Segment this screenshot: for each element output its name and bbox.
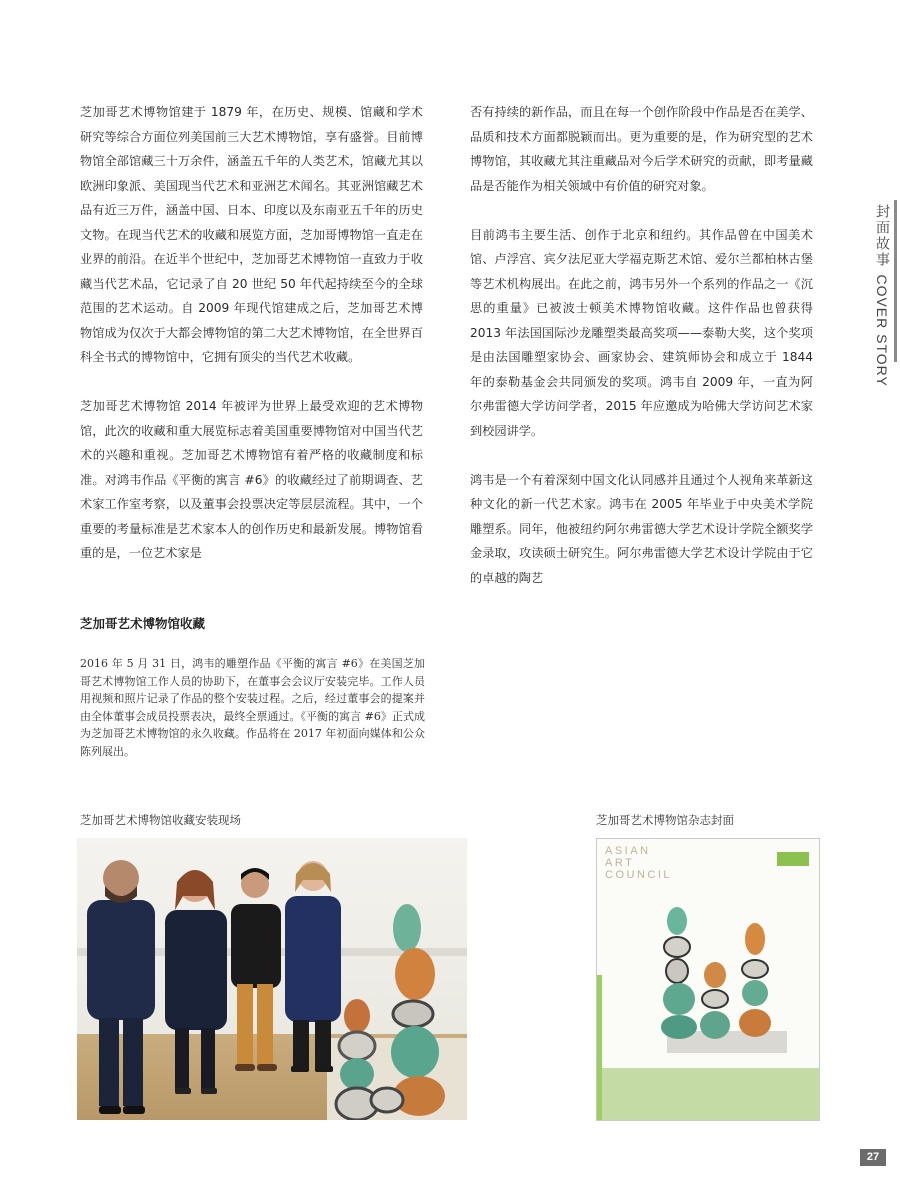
paragraph: 否有持续的新作品，而且在每一个创作阶段中作品是否在美学、品质和技术方面都脱颖而出。更为重要的是，作为研究型的艺术博物馆，其收藏尤其注重藏品对今后学术研究的贡献，即考量藏品是否能作为相关领域中有价值的研究对象。 bbox=[470, 105, 813, 193]
sculpture-stack bbox=[661, 907, 697, 1039]
sculpture-stack bbox=[739, 923, 771, 1037]
page-number: 27 bbox=[860, 1149, 886, 1166]
paragraph: 鸿韦是一个有着深刻中国文化认同感并且通过个人视角来革新这种文化的新一代艺术家。鸿韦在 2005 年毕业于中央美术学院雕塑系。同年，他被纽约阿尔弗雷德大学艺术设计学院全额奖学金录取，攻读硕士研究生。阿尔弗雷德大学艺术设计学院由于它的卓越的陶艺 bbox=[470, 472, 813, 585]
paragraph: 芝加哥艺术博物馆建于 1879 年，在历史、规模、馆藏和学术研究等综合方面位列美国前三大艺术博物馆，享有盛誉。目前博物馆全部馆藏三十万余件，涵盖五千年的人类艺术，馆藏尤其以欧洲印象派、美国现当代艺术和亚洲艺术闻名。其亚洲馆藏艺术品有近三万件，涵盖中国、日本、印度以及东南亚五千年的历史文物。在现当代艺术的收藏和展览方面，芝加哥博物馆一直走在业界的前沿。在近半个世纪中，芝加哥艺术博物馆一直致力于收藏当代艺术品，它记录了自 20 世纪 50 年代起持续至今的全球范围的艺术运动。自 2009 年现代馆建成之后，芝加哥艺术博物馆成为仅次于大都会博物馆的第二大艺术博物馆，在全世界百科全书式的博物馆中，它拥有顶尖的当代艺术收藏。 bbox=[80, 105, 423, 364]
magazine-cover bbox=[596, 838, 820, 1121]
magazine-side-bar bbox=[597, 975, 602, 1120]
section-heading: 芝加哥艺术博物馆收藏 bbox=[80, 616, 206, 631]
section-tab bbox=[872, 204, 892, 387]
article-left-column bbox=[80, 100, 423, 590]
section-body: 2016 年 5 月 31 日，鸿韦的雕塑作品《平衡的寓言 #6》在美国芝加哥艺术博物馆工作人员的协助下，在董事会会议厅安装完毕。工作人员用视频和照片记录了作品的整个安装过程。之后，经过董事会的提案并由全体董事会成员投票表决，最终全票通过。《平衡的寓言 #6》正式成为芝加哥艺术博物馆的永久收藏。作品将在 2017 年初面向媒体和公众陈列展出。 bbox=[80, 657, 425, 758]
section-tab-en: COVER STORY bbox=[874, 274, 890, 387]
article-right-column bbox=[470, 100, 813, 615]
cover-photo-caption: 芝加哥艺术博物馆杂志封面 bbox=[596, 813, 734, 827]
paragraph: 目前鸿韦主要生活、创作于北京和纽约。其作品曾在中国美术馆、卢浮宫、宾夕法尼亚大学福克斯艺术馆、爱尔兰都柏林古堡等艺术机构展出。在此之前，鸿韦另外一个系列的作品之一《沉思的重量》已被波士顿美术博物馆收藏。这件作品也曾获得 2013 年法国国际沙龙雕塑类最高奖项——泰勒大奖，这个奖项是由法国雕塑家协会、画家协会、建筑师协会和成立于 1844 年的泰勒基金会共同颁发的奖项。鸿韦自 2009 年，一直为阿尔弗雷德大学访问学者，2015 年应邀成为哈佛大学访问艺术家到校园讲学。 bbox=[470, 227, 813, 438]
magazine-footer-strip bbox=[602, 1068, 819, 1120]
installation-photo-illustration bbox=[77, 838, 467, 1120]
paragraph: 芝加哥艺术博物馆 2014 年被评为世界上最受欢迎的艺术博物馆，此次的收藏和重大展览标志着美国重要博物馆对中国当代艺术的兴趣和重视。芝加哥艺术博物馆有着严格的收藏制度和标准。对鸿韦作品《平衡的寓言 #6》的收藏经过了前期调查、艺术家工作室考察，以及董事会投票决定等层层流程。其中，一个重要的考量标准是艺术家本人的创作历史和最新发展。博物馆看重的是，一位艺术家是 bbox=[80, 399, 423, 560]
section-tab-zh: 封面故事 bbox=[874, 204, 890, 268]
section-tab-bar bbox=[894, 200, 897, 362]
sculpture-stack bbox=[700, 962, 730, 1039]
install-photo-caption: 芝加哥艺术博物馆收藏安装现场 bbox=[80, 813, 241, 827]
installation-photo bbox=[77, 838, 467, 1120]
magazine-title: ASIAN ART COUNCIL bbox=[605, 845, 673, 881]
